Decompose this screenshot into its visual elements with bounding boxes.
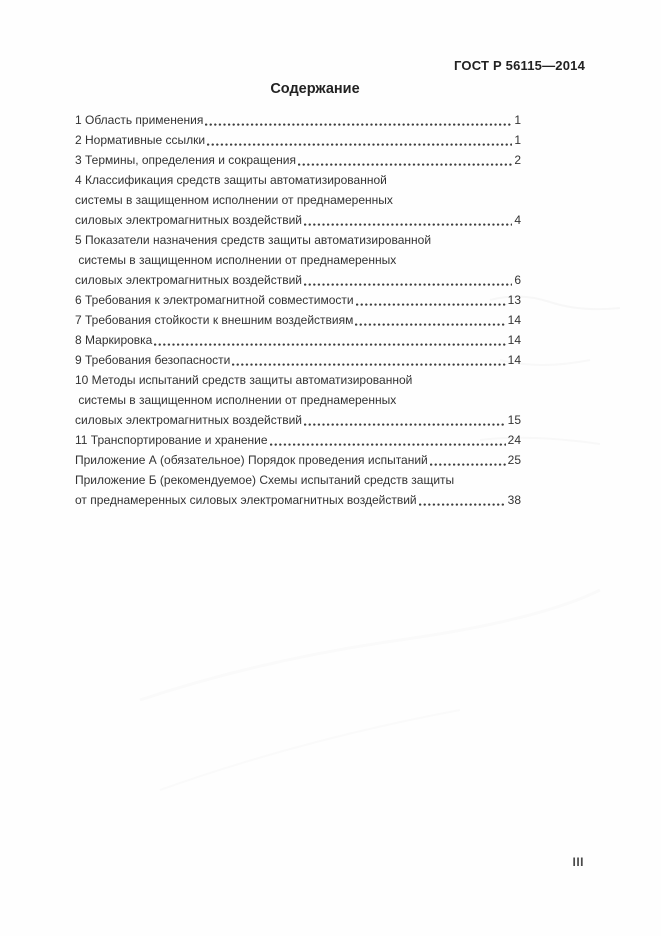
toc-row bbox=[75, 330, 521, 350]
toc-entry-text[interactable]: 5 Показатели назначения средств защиты автоматизированной bbox=[75, 233, 432, 247]
toc-row bbox=[75, 350, 521, 370]
toc-dot-leader bbox=[232, 363, 505, 366]
toc-dot-leader bbox=[355, 323, 505, 326]
toc-row bbox=[75, 130, 521, 150]
toc-entry-text[interactable]: 10 Методы испытаний средств защиты автоматизированной bbox=[75, 373, 413, 387]
toc-page-number: 25 bbox=[507, 453, 521, 467]
toc-row bbox=[75, 270, 521, 290]
toc-dot-leader bbox=[356, 303, 506, 306]
toc-page-number: 1 bbox=[514, 133, 521, 147]
toc-page-number: 14 bbox=[507, 313, 521, 327]
toc-entry-text[interactable]: Приложение Б (рекомендуемое) Схемы испытаний средств защиты bbox=[75, 473, 455, 487]
toc-page-number: 2 bbox=[514, 153, 521, 167]
toc-row bbox=[75, 450, 521, 470]
toc-dot-leader bbox=[205, 123, 512, 126]
toc-dot-leader bbox=[430, 463, 506, 466]
toc-row bbox=[75, 390, 521, 410]
toc-dot-leader bbox=[154, 343, 505, 346]
toc-entry-text[interactable]: силовых электромагнитных воздействий bbox=[75, 273, 302, 287]
toc-entry-text[interactable]: 8 Маркировка bbox=[75, 333, 153, 347]
toc-dot-leader bbox=[298, 163, 512, 166]
toc-page-number: 38 bbox=[507, 493, 521, 507]
toc-dot-leader bbox=[207, 143, 512, 146]
toc-page-number: 15 bbox=[507, 413, 521, 427]
toc-row bbox=[75, 370, 521, 390]
toc-row bbox=[75, 490, 521, 510]
toc-row bbox=[75, 430, 521, 450]
toc-dot-leader bbox=[270, 443, 506, 446]
toc-row bbox=[75, 410, 521, 430]
toc-row bbox=[75, 170, 521, 190]
toc-entry-text[interactable]: 6 Требования к электромагнитной совместимости bbox=[75, 293, 354, 307]
toc-entry-text[interactable]: 7 Требования стойкости к внешним воздействиям bbox=[75, 313, 354, 327]
toc-page-number: 4 bbox=[514, 213, 521, 227]
document-number: ГОСТ Р 56115—2014 bbox=[454, 58, 585, 73]
toc-entry-text[interactable]: 1 Область применения bbox=[75, 113, 204, 127]
toc-entry-text[interactable]: силовых электромагнитных воздействий bbox=[75, 413, 302, 427]
page-title: Содержание bbox=[270, 81, 360, 97]
toc-page-number: 13 bbox=[507, 293, 521, 307]
toc-dot-leader bbox=[304, 223, 512, 226]
toc-row bbox=[75, 230, 521, 250]
toc-page-number: 24 bbox=[507, 433, 521, 447]
toc-page-number: 14 bbox=[507, 353, 521, 367]
toc-entry-text[interactable]: системы в защищенном исполнении от преднамеренных bbox=[75, 193, 393, 207]
toc-row bbox=[75, 110, 521, 130]
toc-page-number: 6 bbox=[514, 273, 521, 287]
footer-page-number: III bbox=[572, 855, 584, 869]
toc-entry-text[interactable]: 9 Требования безопасности bbox=[75, 353, 231, 367]
toc-row bbox=[75, 250, 521, 270]
toc-list bbox=[75, 110, 521, 510]
toc-entry-text[interactable]: 2 Нормативные ссылки bbox=[75, 133, 206, 147]
toc-dot-leader bbox=[419, 503, 506, 506]
toc-entry-text[interactable]: 3 Термины, определения и сокращения bbox=[75, 153, 296, 167]
toc-page-number: 1 bbox=[514, 113, 521, 127]
toc-entry-text[interactable]: системы в защищенном исполнении от преднамеренных bbox=[75, 253, 397, 267]
toc-row bbox=[75, 190, 521, 210]
toc-page-number: 14 bbox=[507, 333, 521, 347]
toc-dot-leader bbox=[304, 283, 512, 286]
toc-entry-text[interactable]: системы в защищенном исполнении от преднамеренных bbox=[75, 393, 397, 407]
toc-row bbox=[75, 310, 521, 330]
toc-entry-text[interactable]: 11 Транспортирование и хранение bbox=[75, 433, 268, 447]
toc-entry-text[interactable]: силовых электромагнитных воздействий bbox=[75, 213, 302, 227]
toc-row bbox=[75, 210, 521, 230]
toc-entry-text[interactable]: от преднамеренных силовых электромагнитных воздействий bbox=[75, 493, 417, 507]
toc-entry-text[interactable]: 4 Классификация средств защиты автоматизированной bbox=[75, 173, 387, 187]
toc-row bbox=[75, 150, 521, 170]
toc-dot-leader bbox=[304, 423, 506, 426]
toc-entry-text[interactable]: Приложение А (обязательное) Порядок проведения испытаний bbox=[75, 453, 428, 467]
toc-row bbox=[75, 470, 521, 490]
toc-row bbox=[75, 290, 521, 310]
